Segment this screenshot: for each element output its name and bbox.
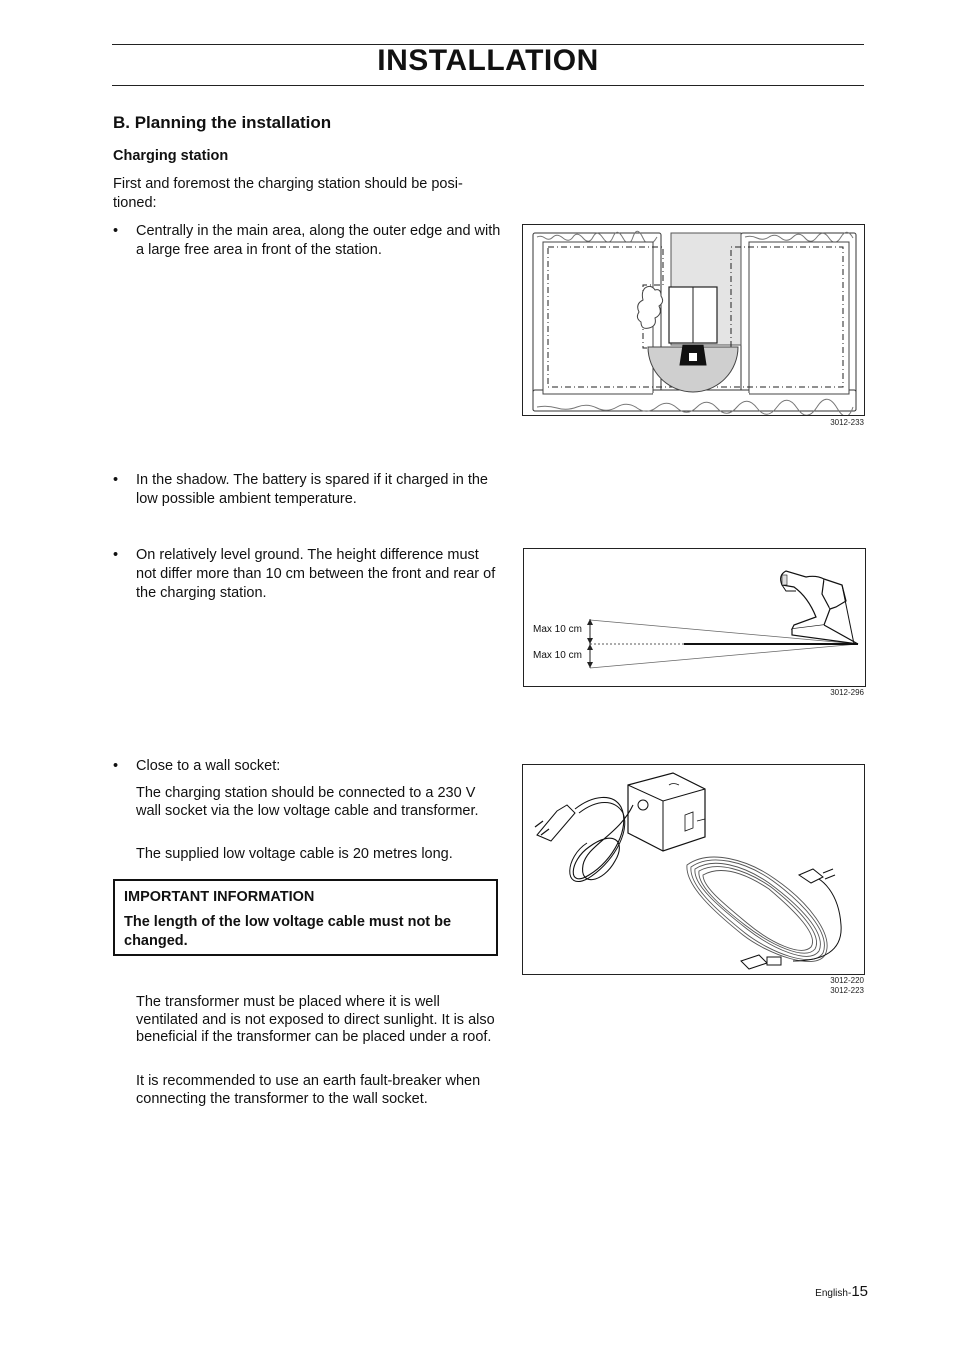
transformer-paragraph-1: The transformer must be placed where it is well ventilated and is not exposed to direct sunlight. It is also beneficial if the transformer can be placed under a roof. — [136, 994, 495, 1045]
figure-code: 3012-220 — [830, 976, 864, 985]
important-heading: IMPORTANT INFORMATION — [124, 889, 315, 905]
max-height-label-lower: Max 10 cm — [533, 650, 582, 661]
figure-level-ground — [523, 548, 866, 687]
footer-language: English- — [815, 1288, 852, 1299]
level-ground-illustration — [524, 549, 865, 686]
figure-transformer-cable — [522, 764, 865, 975]
header-bottom-rule — [112, 85, 864, 86]
page-number: 15 — [851, 1283, 868, 1300]
page-footer — [815, 1283, 868, 1301]
figure-code: 3012-223 — [830, 986, 864, 995]
wall-socket-paragraph-1: The charging station should be connected to a 230 V wall socket via the low voltage cable and transformer. — [136, 785, 479, 819]
figure-code: 3012-233 — [830, 418, 864, 427]
intro-paragraph: First and foremost the charging station should be posi-tioned: — [113, 176, 463, 211]
bullet-marker: • — [113, 758, 119, 774]
important-information-box — [113, 879, 498, 956]
bullet-text: Centrally in the main area, along the outer edge and with a large free area in front of the station. — [136, 223, 501, 258]
bullet-text: Close to a wall socket: — [136, 758, 281, 774]
transformer-cable-illustration — [523, 765, 864, 974]
figure-code: 3012-296 — [830, 688, 864, 697]
max-height-label-upper: Max 10 cm — [533, 624, 582, 635]
bullet-text: In the shadow. The battery is spared if it charged in the low possible ambient temperature. — [136, 472, 488, 507]
figure-lawn-layout — [522, 224, 865, 416]
transformer-paragraph-2: It is recommended to use an earth fault-breaker when connecting the transformer to the wall socket. — [136, 1073, 481, 1107]
bullet-text: On relatively level ground. The height difference must not differ more than 10 cm between the front and rear of the charging station. — [136, 547, 496, 601]
page-title: INSTALLATION — [377, 44, 599, 77]
lawn-layout-illustration — [523, 225, 864, 415]
wall-socket-paragraph-2: The supplied low voltage cable is 20 metres long. — [136, 846, 453, 862]
section-title: B. Planning the installation — [113, 113, 332, 132]
bullet-marker: • — [113, 472, 119, 488]
important-text: The length of the low voltage cable must not be changed. — [124, 914, 452, 949]
bullet-marker: • — [113, 223, 119, 239]
bullet-marker: • — [113, 547, 119, 563]
subheading-charging-station: Charging station — [113, 148, 229, 164]
